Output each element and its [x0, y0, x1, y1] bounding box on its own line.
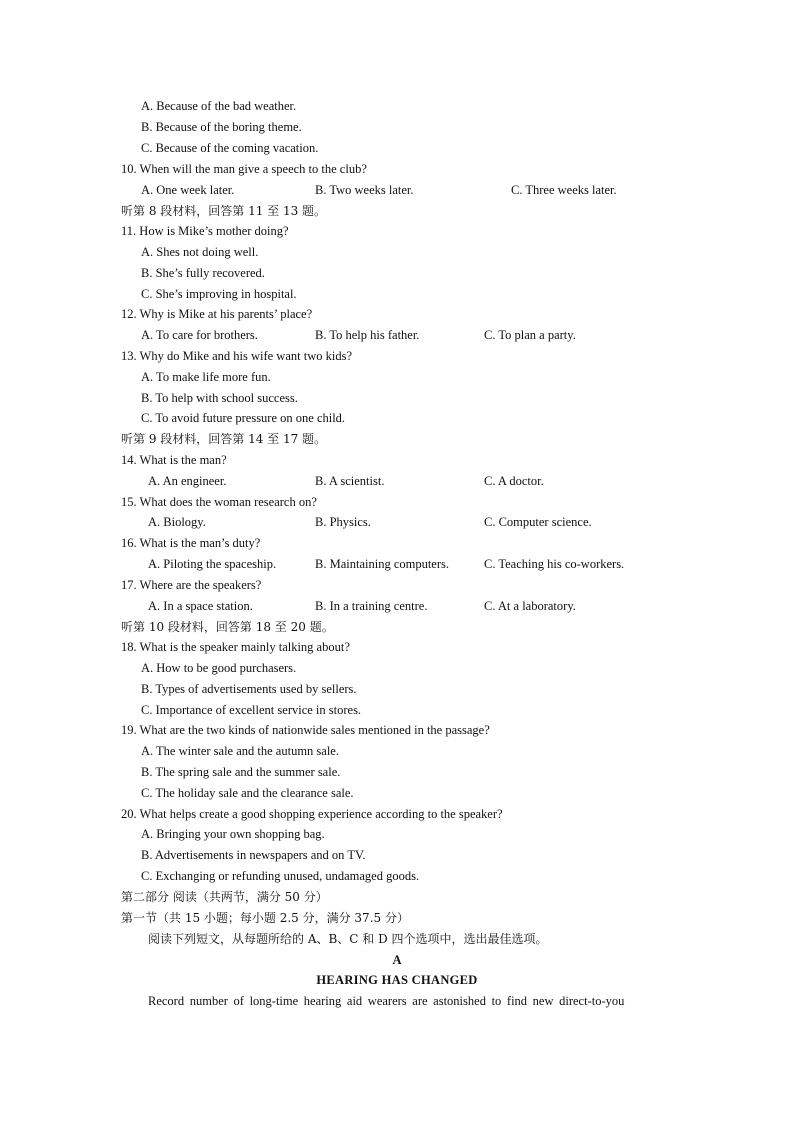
q10-option-b: B. Two weeks later. — [315, 183, 414, 197]
q14-stem: 14. What is the man? — [121, 453, 227, 467]
q12-option-b: B. To help his father. — [315, 328, 420, 342]
q16-option-a: A. Piloting the spaceship. — [148, 557, 277, 571]
q11-stem: 11. How is Mike’s mother doing? — [121, 224, 289, 238]
passage-first-line: Record number of long-time hearing aid wearers are astonished to find new direct-to-you — [148, 994, 625, 1008]
q11-option-b: B. She’s fully recovered. — [141, 266, 265, 280]
q20-option-a: A. Bringing your own shopping bag. — [141, 827, 325, 841]
q13-stem: 13. Why do Mike and his wife want two kids? — [121, 349, 352, 363]
q20-option-c: C. Exchanging or refunding unused, undamaged goods. — [141, 869, 420, 883]
part-2-section-1-heading: 第一节（共 15 小题；每小题 2.5 分，满分 37.5 分） — [121, 911, 409, 925]
q12-stem: 12. Why is Mike at his parents’ place? — [121, 307, 313, 321]
q15-stem: 15. What does the woman research on? — [121, 495, 317, 509]
q9-option-a: A. Because of the bad weather. — [141, 99, 297, 113]
q19-option-b: B. The spring sale and the summer sale. — [141, 765, 341, 779]
q14-option-c: C. A doctor. — [484, 474, 544, 488]
q14-option-b: B. A scientist. — [315, 474, 385, 488]
q10-stem: 10. When will the man give a speech to the club? — [121, 162, 367, 176]
q19-option-c: C. The holiday sale and the clearance sale. — [141, 786, 354, 800]
q20-option-b: B. Advertisements in newspapers and on TV. — [141, 848, 366, 862]
q13-option-b: B. To help with school success. — [141, 391, 298, 405]
q18-option-c: C. Importance of excellent service in stores. — [141, 703, 362, 717]
q11-option-a: A. Shes not doing well. — [141, 245, 259, 259]
reading-instruction: 阅读下列短文，从每题所给的 A、B、C 和 D 四个选项中，选出最佳选项。 — [148, 932, 548, 946]
passage-letter: A — [392, 953, 402, 967]
section-9-heading: 听第 9 段材料，回答第 14 至 17 题。 — [121, 432, 327, 446]
part-2-heading: 第二部分 阅读（共两节，满分 50 分） — [121, 890, 328, 904]
q16-option-c: C. Teaching his co-workers. — [484, 557, 625, 571]
q10-option-c: C. Three weeks later. — [511, 183, 617, 197]
q9-option-c: C. Because of the coming vacation. — [141, 141, 319, 155]
q9-option-b: B. Because of the boring theme. — [141, 120, 302, 134]
q12-option-c: C. To plan a party. — [484, 328, 576, 342]
q15-option-a: A. Biology. — [148, 515, 206, 529]
q18-stem: 18. What is the speaker mainly talking about? — [121, 640, 350, 654]
q10-option-a: A. One week later. — [141, 183, 235, 197]
q16-option-b: B. Maintaining computers. — [315, 557, 450, 571]
q20-stem: 20. What helps create a good shopping experience according to the speaker? — [121, 807, 503, 821]
q18-option-b: B. Types of advertisements used by sellers. — [141, 682, 357, 696]
q13-option-c: C. To avoid future pressure on one child. — [141, 411, 346, 425]
q16-stem: 16. What is the man’s duty? — [121, 536, 261, 550]
section-8-heading: 听第 8 段材料，回答第 11 至 13 题。 — [121, 204, 327, 218]
q15-option-c: C. Computer science. — [484, 515, 592, 529]
q11-option-c: C. She’s improving in hospital. — [141, 287, 297, 301]
q19-option-a: A. The winter sale and the autumn sale. — [141, 744, 339, 758]
q13-option-a: A. To make life more fun. — [141, 370, 271, 384]
q14-option-a: A. An engineer. — [148, 474, 227, 488]
q17-stem: 17. Where are the speakers? — [121, 578, 262, 592]
q17-option-c: C. At a laboratory. — [484, 599, 576, 613]
q19-stem: 19. What are the two kinds of nationwide sales mentioned in the passage? — [121, 723, 490, 737]
q12-option-a: A. To care for brothers. — [141, 328, 258, 342]
q17-option-b: B. In a training centre. — [315, 599, 428, 613]
q15-option-b: B. Physics. — [315, 515, 371, 529]
q18-option-a: A. How to be good purchasers. — [141, 661, 297, 675]
passage-title: HEARING HAS CHANGED — [316, 973, 478, 987]
q17-option-a: A. In a space station. — [148, 599, 253, 613]
section-10-heading: 听第 10 段材料，回答第 18 至 20 题。 — [121, 620, 334, 634]
